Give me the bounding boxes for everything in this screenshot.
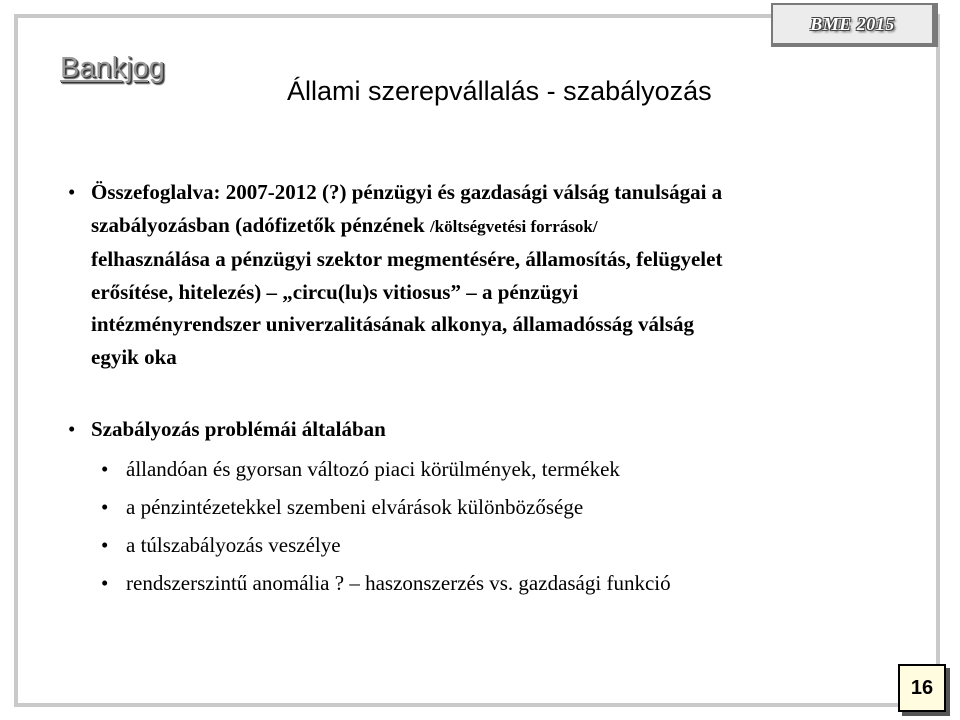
problem-item <box>68 455 918 493</box>
budget-sources-note: /költségvetési források/ <box>429 216 598 236</box>
problem-item-text: rendszerszintű anomália ? – haszonszerzés vs. gazdasági funkció <box>126 571 671 595</box>
summary-line-4: erősítése, hitelezés) – „circu(lu)s vitiosus” – a pénzügyi <box>91 279 579 304</box>
problem-item <box>68 531 918 569</box>
problem-item <box>68 569 918 607</box>
summary-line-2 <box>91 209 918 244</box>
bullet-icon: • <box>101 533 109 557</box>
summary-line-5: intézményrendszer univerzalitásának alkonya, államadósság válság <box>91 312 695 336</box>
problem-item-text: a túlszabályozás veszélye <box>126 533 341 557</box>
summary-bullet <box>68 176 918 373</box>
bullet-icon: • <box>68 417 76 441</box>
brand-title: Bankjog <box>60 52 165 84</box>
bullet-icon: • <box>101 457 109 481</box>
bullet-icon: • <box>68 180 76 204</box>
problem-item-text: a pénzintézetekkel szembeni elvárások különbözősége <box>126 495 584 519</box>
problems-bullet <box>68 415 918 443</box>
bullet-icon: • <box>101 571 109 595</box>
bullet-icon: • <box>101 495 109 519</box>
summary-line-2-text: szabályozásban (adófizetők pénzének <box>91 212 425 237</box>
spacer <box>68 373 918 415</box>
summary-line-1: Összefoglalva: 2007-2012 (?) pénzügyi és gazdasági válság tanulságai a <box>91 180 723 204</box>
summary-line-6: egyik oka <box>91 344 177 369</box>
problem-item-text: állandóan és gyorsan változó piaci körülmények, termékek <box>126 457 620 481</box>
problem-item <box>68 493 918 531</box>
institution-badge: BME 2015 <box>771 3 938 47</box>
slide-content <box>68 176 918 607</box>
summary-line-3: felhasználása a pénzügyi szektor megmentésére, államosítás, felügyelet <box>91 247 723 271</box>
problems-heading: Szabályozás problémái általában <box>91 417 386 441</box>
slide-title: Állami szerepvállalás - szabályozás <box>287 76 712 106</box>
page-number: 16 <box>898 664 946 712</box>
